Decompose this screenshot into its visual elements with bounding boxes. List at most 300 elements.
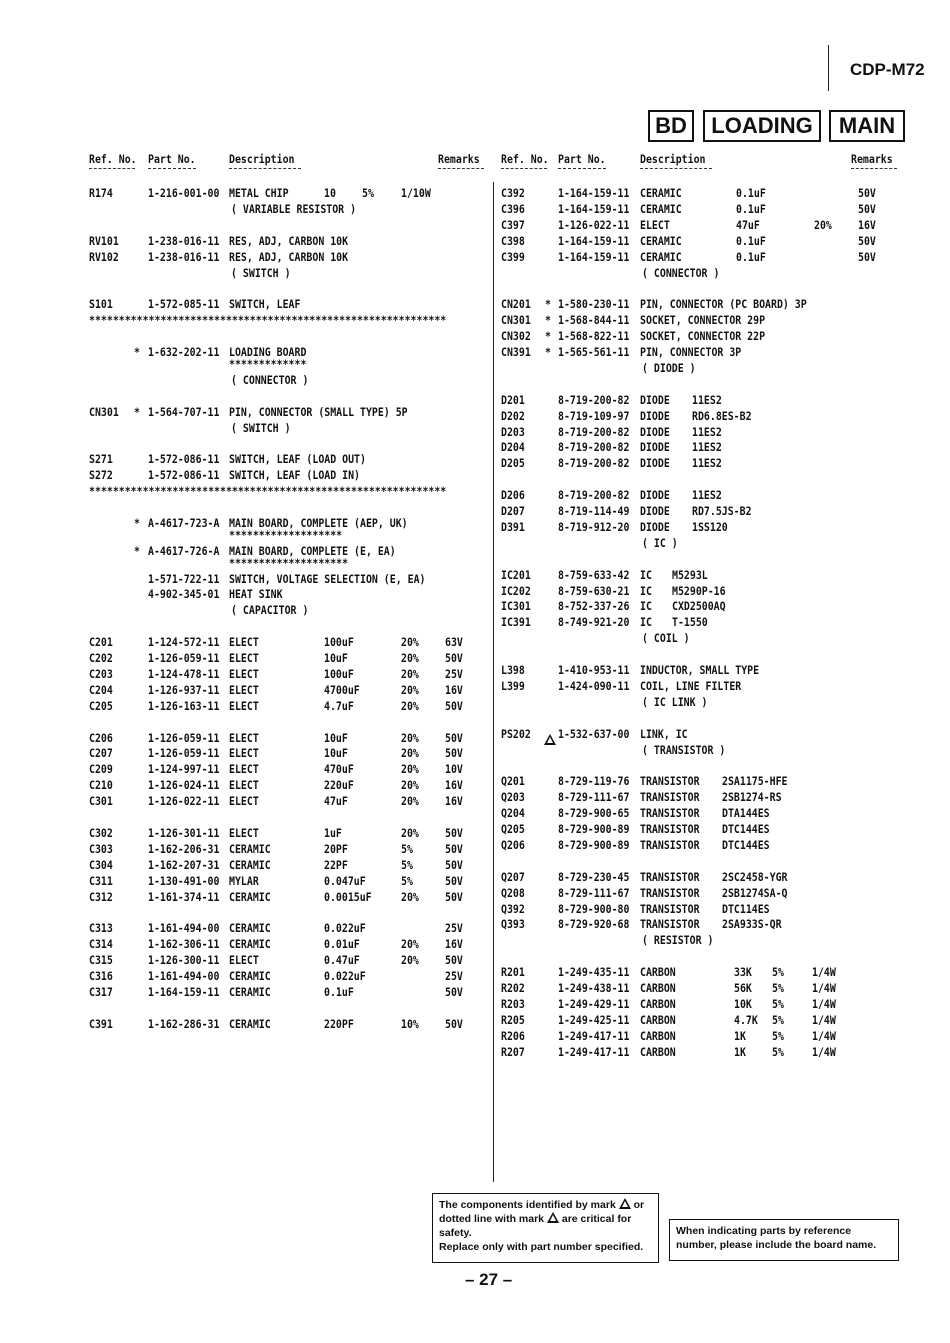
description: IC [640, 583, 652, 598]
description: DIODE [640, 408, 670, 423]
rating: 1/4W [812, 1012, 836, 1027]
description: SWITCH, LEAF [229, 297, 301, 312]
rating: 1/4W [812, 996, 836, 1011]
part-no: 8-729-900-89 [558, 822, 630, 836]
value: 0.1uF [736, 201, 766, 216]
rating: 50V [445, 1016, 463, 1031]
part-no: 1-564-707-11 [148, 404, 220, 419]
description: ELECT [229, 794, 259, 809]
warning-triangle-icon [547, 1212, 559, 1223]
ref-no: CN201 [501, 297, 531, 312]
ref-no: L398 [501, 663, 525, 677]
part-no: 1-571-722-11 [148, 571, 220, 586]
tolerance: 5% [772, 981, 784, 995]
part-no: 1-161-494-00 [148, 969, 220, 983]
part-no: 1-124-572-11 [148, 635, 220, 650]
description: DIODE [640, 519, 670, 534]
value: 4700uF [324, 682, 360, 697]
part-no: 8-729-920-68 [558, 917, 630, 932]
ref-no: C392 [501, 186, 525, 200]
part-no: 1-565-561-11 [558, 345, 630, 359]
value: 100uF [324, 635, 354, 650]
value: DTC144ES [722, 837, 770, 852]
column-header-underline [851, 168, 897, 169]
value: 2SA1175-HFE [722, 774, 788, 789]
description: TRANSISTOR [640, 806, 700, 821]
description: TRANSISTOR [640, 869, 700, 884]
description: RES, ADJ, CARBON 10K [229, 233, 349, 248]
safety-note-line: safety. [439, 1227, 472, 1239]
description: IC [640, 599, 652, 614]
part-no: 8-729-111-67 [558, 885, 630, 900]
part-no: 8-719-200-82 [558, 424, 630, 439]
ref-no: C316 [89, 969, 113, 983]
description: CARBON [640, 965, 676, 980]
tolerance: 20% [401, 794, 419, 809]
column-divider [493, 182, 494, 1182]
ref-no: Q204 [501, 806, 525, 821]
value: 10uF [324, 651, 348, 665]
part-no: 1-424-090-11 [558, 678, 630, 693]
description: CERAMIC [640, 201, 682, 216]
tolerance: 20% [401, 698, 419, 713]
section-heading-text: ( TRANSISTOR ) [642, 742, 726, 757]
ref-no: CN301 [89, 404, 119, 419]
safety-mark: * [134, 345, 140, 359]
part-no: 1-249-417-11 [558, 1028, 630, 1043]
ref-no: Q393 [501, 917, 525, 932]
description: CERAMIC [229, 889, 271, 904]
safety-note-line: The components identified by mark [439, 1199, 616, 1211]
value: 11ES2 [692, 440, 722, 455]
description: TRANSISTOR [640, 901, 700, 916]
part-no: 8-729-900-65 [558, 806, 630, 821]
description: CERAMIC [229, 857, 271, 872]
description: DIODE [640, 392, 670, 407]
value: 1uF [324, 825, 342, 840]
section-heading-text: ( CONNECTOR ) [642, 265, 720, 280]
description: PIN, CONNECTOR (PC BOARD) 3P [640, 297, 807, 312]
ref-no: D207 [501, 504, 525, 518]
page-number: – 27 – [465, 1270, 513, 1289]
tolerance: 20% [401, 825, 419, 840]
safety-note-line: dotted line with mark [439, 1213, 545, 1225]
description: ELECT [229, 762, 259, 777]
value: 220PF [324, 1016, 354, 1031]
ref-no: IC391 [501, 615, 531, 630]
part-no: 8-719-200-82 [558, 456, 630, 471]
part-no: 1-126-059-11 [148, 746, 220, 761]
description: IC [640, 567, 652, 582]
ref-no: Q392 [501, 901, 525, 916]
safety-mark: * [545, 345, 551, 359]
part-no: 1-249-425-11 [558, 1012, 630, 1027]
section-heading-text: ( SWITCH ) [231, 420, 291, 435]
value: 0.1uF [324, 984, 354, 999]
ref-no: PS202 [501, 726, 531, 741]
ref-no: R203 [501, 996, 525, 1011]
ref-no: C317 [89, 984, 113, 999]
value: DTC114ES [722, 901, 770, 916]
description: TRANSISTOR [640, 917, 700, 932]
part-no: 1-568-844-11 [558, 313, 630, 328]
value: 11ES2 [692, 424, 722, 439]
rating: 25V [445, 921, 463, 936]
value: 100uF [324, 666, 354, 681]
rating: 50V [445, 857, 463, 872]
value: 0.47uF [324, 953, 360, 968]
rating: 50V [858, 233, 876, 248]
ref-no: C314 [89, 937, 113, 952]
ref-no: C391 [89, 1016, 113, 1031]
rating: 50V [445, 746, 463, 761]
ref-no: Q201 [501, 774, 525, 789]
part-no: 1-580-230-11 [558, 297, 630, 312]
section-heading-text: ( RESISTOR ) [642, 933, 714, 948]
rating: 50V [858, 186, 876, 200]
description: PIN, CONNECTOR (SMALL TYPE) 5P [229, 404, 408, 419]
ref-no: C398 [501, 233, 525, 248]
part-no: 1-162-286-31 [148, 1016, 220, 1031]
rating: 50V [445, 953, 463, 968]
board-separator-stars: ************************************************************ [89, 313, 447, 328]
description: CERAMIC [229, 841, 271, 856]
part-no: 8-752-337-26 [558, 599, 630, 614]
part-no: 1-162-207-31 [148, 857, 220, 872]
description: ELECT [229, 778, 259, 793]
ref-no: S271 [89, 452, 113, 467]
value: 0.047uF [324, 873, 366, 888]
tolerance: 5% [362, 186, 374, 200]
ref-no: CN391 [501, 345, 531, 359]
rating: 1/4W [812, 965, 836, 980]
part-no: 1-126-059-11 [148, 651, 220, 665]
reference-note [669, 1219, 899, 1261]
ref-no: C396 [501, 201, 525, 216]
part-no: 4-902-345-01 [148, 587, 220, 602]
description: ELECT [229, 825, 259, 840]
description: INDUCTOR, SMALL TYPE [640, 663, 760, 677]
description: TRANSISTOR [640, 885, 700, 900]
tolerance: 5% [401, 841, 413, 856]
part-no: A-4617-726-A [148, 543, 220, 558]
description: TRANSISTOR [640, 790, 700, 805]
value: 11ES2 [692, 456, 722, 471]
value: 0.01uF [324, 937, 360, 952]
section-heading-text: ( DIODE ) [642, 360, 696, 375]
rating: 16V [445, 794, 463, 809]
description: CERAMIC [229, 1016, 271, 1031]
rating: 1/4W [812, 981, 836, 995]
value: 220uF [324, 778, 354, 793]
part-no: 8-719-200-82 [558, 392, 630, 407]
description: MAIN BOARD, COMPLETE (E, EA) [229, 543, 396, 558]
board-label-text: MAIN [838, 113, 896, 138]
description: TRANSISTOR [640, 837, 700, 852]
part-no: 8-729-900-89 [558, 837, 630, 852]
description: SWITCH, LEAF (LOAD IN) [229, 468, 361, 483]
ref-no: C209 [89, 762, 113, 777]
ref-no: C202 [89, 651, 113, 665]
safety-note-line: are critical for [561, 1213, 632, 1225]
description: ELECT [229, 651, 259, 665]
ref-no: R205 [501, 1012, 525, 1027]
column-header-ref: Ref. No. [501, 152, 549, 166]
description: ELECT [229, 730, 259, 745]
section-heading-text: ( CONNECTOR ) [231, 372, 309, 387]
description: MYLAR [229, 873, 259, 888]
part-no: 8-729-900-80 [558, 901, 630, 916]
description: ELECT [229, 635, 259, 650]
reference-note-text: When indicating parts by reference number, please include the board name. [676, 1225, 877, 1251]
value: 47uF [324, 794, 348, 809]
part-no: 1-126-022-11 [148, 794, 220, 809]
value: 2SC2458-YGR [722, 869, 788, 884]
ref-no: C315 [89, 953, 113, 968]
description: CERAMIC [229, 984, 271, 999]
safety-mark: * [545, 313, 551, 328]
part-no: 1-162-206-31 [148, 841, 220, 856]
ref-no: Q207 [501, 869, 525, 884]
value: 11ES2 [692, 392, 722, 407]
part-no: 1-532-637-00 [558, 726, 630, 741]
ref-no: D204 [501, 440, 525, 455]
board-label-bd [648, 110, 694, 142]
rating: 25V [445, 666, 463, 681]
safety-mark: * [134, 404, 140, 419]
part-no: 8-729-230-45 [558, 869, 630, 884]
value: 0.1uF [736, 249, 766, 264]
value: 0.022uF [324, 921, 366, 936]
ref-no: C312 [89, 889, 113, 904]
ref-no: C399 [501, 249, 525, 264]
ref-no: C210 [89, 778, 113, 793]
part-no: 1-249-435-11 [558, 965, 630, 980]
column-header-part: Part No. [558, 152, 606, 166]
ref-no: RV101 [89, 233, 119, 248]
description: LOADING BOARD [229, 345, 307, 359]
description: ELECT [229, 746, 259, 761]
rating: 16V [445, 778, 463, 793]
board-label-text: BD [655, 113, 687, 138]
rating: 10V [445, 762, 463, 777]
description: CERAMIC [229, 937, 271, 952]
section-heading-text: ( IC LINK ) [642, 694, 708, 709]
board-separator-stars: ************************************************************ [89, 484, 447, 499]
value: 11ES2 [692, 488, 722, 503]
ref-no: IC301 [501, 599, 531, 614]
value: 10 [324, 186, 336, 200]
section-heading-text: ( COIL ) [642, 631, 690, 646]
ref-no: C313 [89, 921, 113, 936]
warning-triangle-icon [544, 734, 556, 745]
part-no: A-4617-723-A [148, 515, 220, 530]
part-no: 1-161-374-11 [148, 889, 220, 904]
description: MAIN BOARD, COMPLETE (AEP, UK) [229, 515, 408, 530]
description: SOCKET, CONNECTOR 22P [640, 329, 766, 344]
rating: 50V [445, 889, 463, 904]
ref-no: IC201 [501, 567, 531, 582]
description: ELECT [229, 698, 259, 713]
value: M5293L [672, 567, 708, 582]
value: 47uF [736, 217, 760, 232]
part-no: 1-126-163-11 [148, 698, 220, 713]
part-no: 8-729-119-76 [558, 774, 630, 789]
description: DIODE [640, 424, 670, 439]
ref-no: R206 [501, 1028, 525, 1043]
board-name-underline: ************* [229, 356, 307, 371]
value: 2SA933S-QR [722, 917, 782, 932]
warning-triangle-icon [619, 1198, 631, 1209]
rating: 50V [858, 201, 876, 216]
description: SWITCH, VOLTAGE SELECTION (E, EA) [229, 571, 426, 586]
value: 20PF [324, 841, 348, 856]
value: 1SS120 [692, 519, 728, 534]
part-no: 1-126-022-11 [558, 217, 630, 232]
part-no: 1-162-306-11 [148, 937, 220, 952]
safety-note [432, 1193, 659, 1263]
ref-no: Q206 [501, 837, 525, 852]
part-no: 1-238-016-11 [148, 249, 220, 264]
ref-no: D203 [501, 424, 525, 439]
ref-no: Q205 [501, 822, 525, 836]
part-no: 1-572-085-11 [148, 297, 220, 312]
description: ELECT [229, 682, 259, 697]
ref-no: CN301 [501, 313, 531, 328]
column-header-underline [501, 168, 547, 169]
part-no: 1-164-159-11 [558, 249, 630, 264]
value: T-1550 [672, 615, 708, 630]
part-no: 8-759-633-42 [558, 567, 630, 582]
description: IC [640, 615, 652, 630]
tolerance: 5% [772, 1028, 784, 1043]
part-no: 1-126-300-11 [148, 953, 220, 968]
tolerance: 5% [772, 1044, 784, 1059]
description: CARBON [640, 1028, 676, 1043]
ref-no: R201 [501, 965, 525, 980]
part-no: 1-164-159-11 [558, 186, 630, 200]
ref-no: R207 [501, 1044, 525, 1059]
description: CARBON [640, 1012, 676, 1027]
value: 0.0015uF [324, 889, 372, 904]
rating: 16V [858, 217, 876, 232]
rating: 1/10W [401, 186, 431, 200]
tolerance: 20% [814, 217, 832, 232]
description: CARBON [640, 1044, 676, 1059]
rating: 50V [445, 984, 463, 999]
description: TRANSISTOR [640, 822, 700, 836]
part-no: 1-124-997-11 [148, 762, 220, 777]
rating: 50V [858, 249, 876, 264]
ref-no: C206 [89, 730, 113, 745]
rating: 1/4W [812, 1044, 836, 1059]
rating: 50V [445, 698, 463, 713]
part-no: 1-410-953-11 [558, 663, 630, 677]
value: 0.1uF [736, 233, 766, 248]
value: 4.7uF [324, 698, 354, 713]
description: ELECT [229, 953, 259, 968]
rating: 1/4W [812, 1028, 836, 1043]
description: CERAMIC [229, 969, 271, 983]
column-header-desc: Description [640, 152, 706, 166]
safety-mark: * [545, 297, 551, 312]
model-number: CDP-M72 [850, 60, 925, 79]
description: CERAMIC [640, 249, 682, 264]
board-name-underline: ******************* [229, 527, 343, 542]
description: CERAMIC [229, 921, 271, 936]
ref-no: C397 [501, 217, 525, 232]
description: DIODE [640, 488, 670, 503]
value: DTC144ES [722, 822, 770, 836]
description: ELECT [640, 217, 670, 232]
board-label-loading [703, 110, 821, 142]
value: RD6.8ES-B2 [692, 408, 752, 423]
tolerance: 10% [401, 1016, 419, 1031]
rating: 50V [445, 841, 463, 856]
tolerance: 5% [772, 965, 784, 980]
part-no: 1-216-001-00 [148, 186, 220, 200]
description: RES, ADJ, CARBON 10K [229, 249, 349, 264]
description: CARBON [640, 996, 676, 1011]
section-heading-text: ( IC ) [642, 535, 678, 550]
ref-no: C204 [89, 682, 113, 697]
description: DIODE [640, 440, 670, 455]
ref-no: C311 [89, 873, 113, 888]
board-label-text: LOADING [711, 113, 813, 138]
value: 10uF [324, 730, 348, 745]
column-header-underline [89, 168, 135, 169]
part-no: 1-164-159-11 [558, 201, 630, 216]
ref-no: CN302 [501, 329, 531, 344]
description: SOCKET, CONNECTOR 29P [640, 313, 766, 328]
ref-no: C302 [89, 825, 113, 840]
tolerance: 20% [401, 762, 419, 777]
part-no: 1-124-478-11 [148, 666, 220, 681]
part-no: 8-749-921-20 [558, 615, 630, 630]
board-name-underline: ******************** [229, 555, 349, 570]
ref-no: D202 [501, 408, 525, 423]
rating: 50V [445, 825, 463, 840]
ref-no: RV102 [89, 249, 119, 264]
ref-no: R202 [501, 981, 525, 995]
description: DIODE [640, 504, 670, 518]
part-no: 8-719-109-97 [558, 408, 630, 423]
value: CXD2500AQ [672, 599, 726, 614]
part-no: 1-568-822-11 [558, 329, 630, 344]
part-no: 1-249-417-11 [558, 1044, 630, 1059]
ref-no: D206 [501, 488, 525, 503]
ref-no: IC202 [501, 583, 531, 598]
description: COIL, LINE FILTER [640, 678, 742, 693]
header-rule [828, 45, 829, 91]
part-no: 1-572-086-11 [148, 452, 220, 467]
tolerance: 20% [401, 746, 419, 761]
rating: 50V [445, 873, 463, 888]
part-no: 8-759-630-21 [558, 583, 630, 598]
value: 2SB1274SA-Q [722, 885, 788, 900]
part-no: 1-161-494-00 [148, 921, 220, 936]
ref-no: C205 [89, 698, 113, 713]
ref-no: R174 [89, 186, 113, 200]
part-no: 1-164-159-11 [558, 233, 630, 248]
tolerance: 20% [401, 937, 419, 952]
description: TRANSISTOR [640, 774, 700, 789]
rating: 63V [445, 635, 463, 650]
rating: 16V [445, 937, 463, 952]
tolerance: 5% [401, 857, 413, 872]
column-header-underline [558, 168, 606, 169]
part-no: 8-719-912-20 [558, 519, 630, 534]
